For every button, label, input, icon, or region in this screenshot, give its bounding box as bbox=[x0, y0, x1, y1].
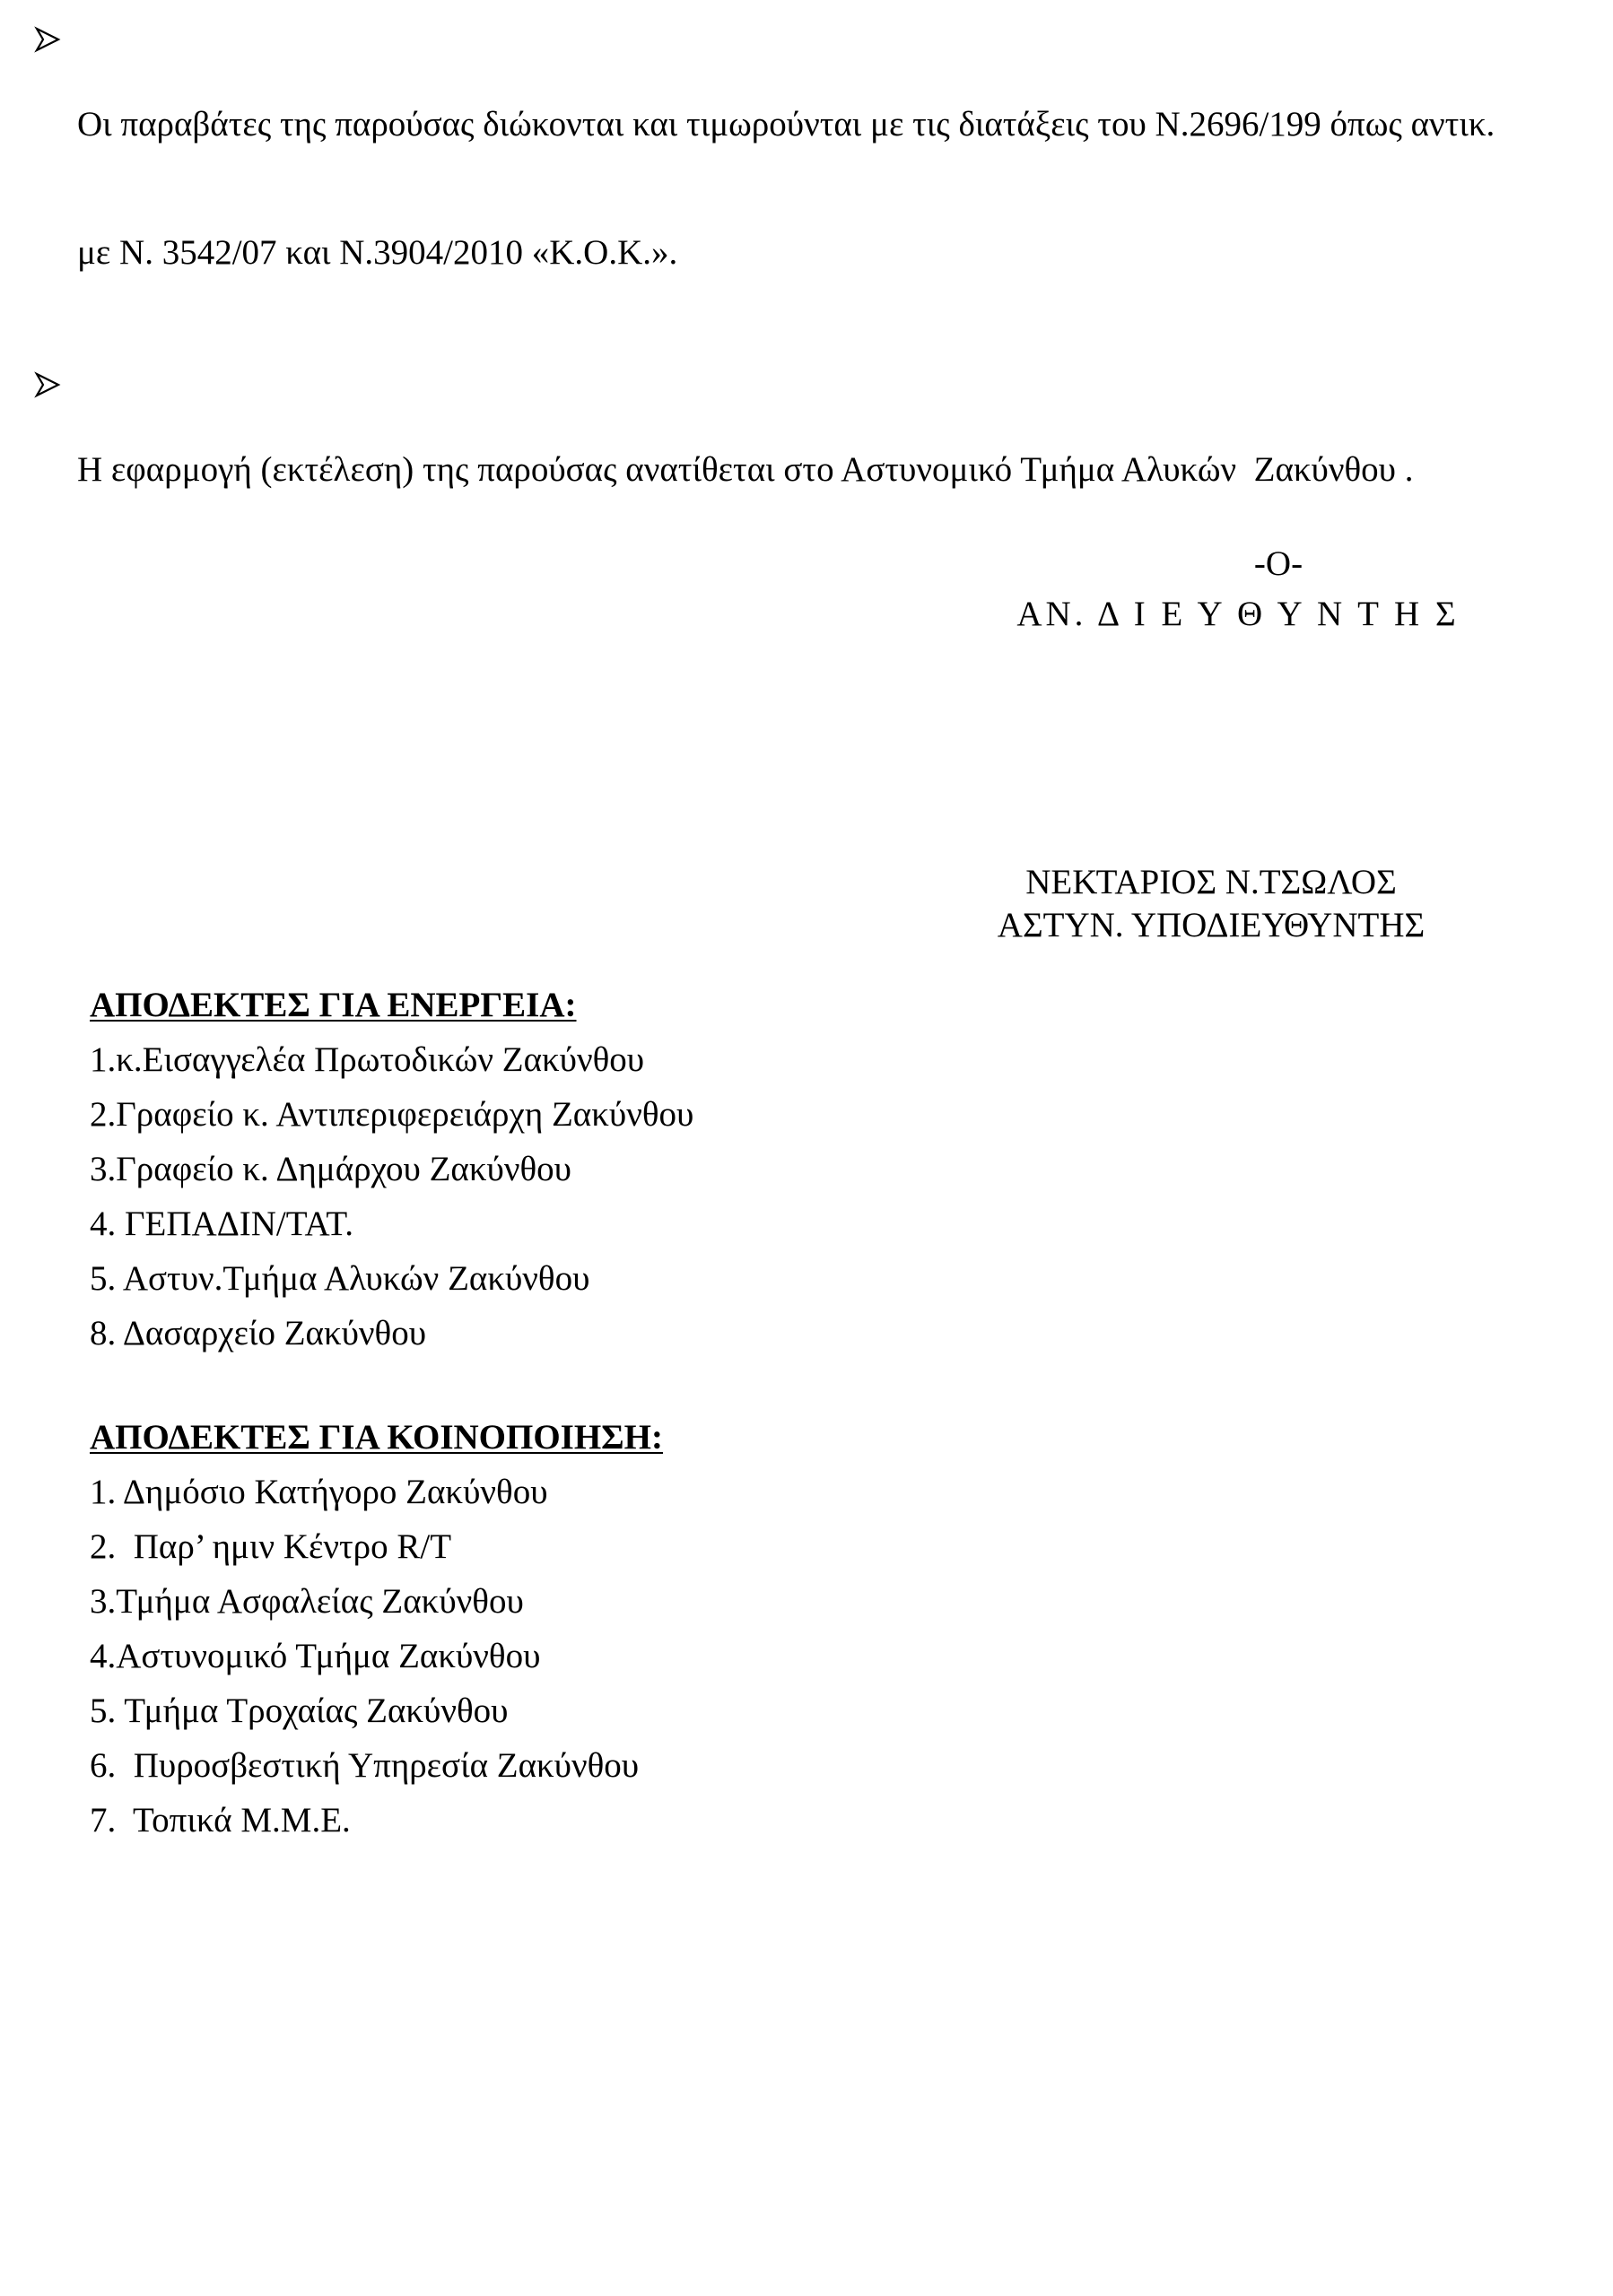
list-item: 5. Τμήμα Τροχαίας Ζακύνθου bbox=[90, 1692, 509, 1730]
list-item: 4.Αστυνομικό Τμήμα Ζακύνθου bbox=[90, 1637, 541, 1675]
signatory-name: ΝΕΚΤΑΡΙΟΣ Ν.ΤΣΩΛΟΣ bbox=[1025, 863, 1397, 901]
recipients-action-group bbox=[90, 978, 987, 1361]
recipients-notify-group bbox=[90, 1410, 987, 1848]
signature-block-title bbox=[969, 543, 1507, 635]
provisions-list bbox=[34, 18, 1559, 577]
signature-title: ΑΝ. Δ Ι Ε Υ Θ Υ Ν Τ Η Σ bbox=[1016, 594, 1460, 633]
list-item: 7. Τοπικά Μ.Μ.Ε. bbox=[90, 1801, 351, 1839]
list-item: 2. Παρ’ ημιν Κέντρο R/T bbox=[90, 1527, 452, 1566]
provision-item bbox=[34, 18, 1559, 360]
signatory-rank: ΑΣΤΥΝ. ΥΠΟΔΙΕΥΘΥΝΤΗΣ bbox=[997, 905, 1426, 944]
recipients-notify-list bbox=[90, 1465, 987, 1848]
recipients-notify-heading: ΑΠΟΔΕΚΤΕΣ ΓΙΑ ΚΟΙΝΟΠΟΙΗΣΗ: bbox=[90, 1418, 664, 1457]
list-item: 2.Γραφείο κ. Αντιπεριφερειάρχη Ζακύνθου bbox=[90, 1095, 694, 1134]
recipients-action-list bbox=[90, 1032, 987, 1361]
recipients-action-heading: ΑΠΟΔΕΚΤΕΣ ΓΙΑ ΕΝΕΡΓΕΙΑ: bbox=[90, 986, 577, 1024]
list-item: 4. ΓΕΠΑΔΙΝ/ΤΑΤ. bbox=[90, 1205, 354, 1243]
recipients-section bbox=[90, 978, 987, 1848]
list-item: 6. Πυροσβεστική Υπηρεσία Ζακύνθου bbox=[90, 1746, 640, 1785]
arrow-bullet-icon bbox=[34, 18, 77, 61]
list-item: 8. Δασαρχείο Ζακύνθου bbox=[90, 1314, 427, 1352]
provision-line: Η εφαρμογή (εκτέλεση) της παρούσας ανατίθεται στο Αστυνομικό Τμήμα Αλυκών Ζακύνθου . bbox=[77, 449, 1414, 489]
provision-line: με Ν. 3542/07 και Ν.3904/2010 «Κ.Ο.Κ.». bbox=[77, 232, 678, 272]
signature-block-name bbox=[960, 861, 1462, 946]
signature-article: -Ο- bbox=[1253, 544, 1303, 583]
list-item: 5. Αστυν.Τμήμα Αλυκών Ζακύνθου bbox=[90, 1259, 590, 1298]
list-item: 1. Δημόσιο Κατήγορο Ζακύνθου bbox=[90, 1473, 548, 1511]
list-item: 3.Γραφείο κ. Δημάρχου Ζακύνθου bbox=[90, 1150, 571, 1188]
provision-text bbox=[77, 18, 1495, 360]
arrow-bullet-icon bbox=[34, 363, 77, 406]
list-item: 3.Τμήμα Ασφαλείας Ζακύνθου bbox=[90, 1582, 524, 1621]
list-item: 1.κ.Εισαγγελέα Πρωτοδικών Ζακύνθου bbox=[90, 1040, 645, 1079]
provision-line: Οι παραβάτες της παρούσας διώκονται και τιμωρούνται με τις διατάξεις του Ν.2696/199 όπως αντικ. bbox=[77, 105, 1495, 144]
